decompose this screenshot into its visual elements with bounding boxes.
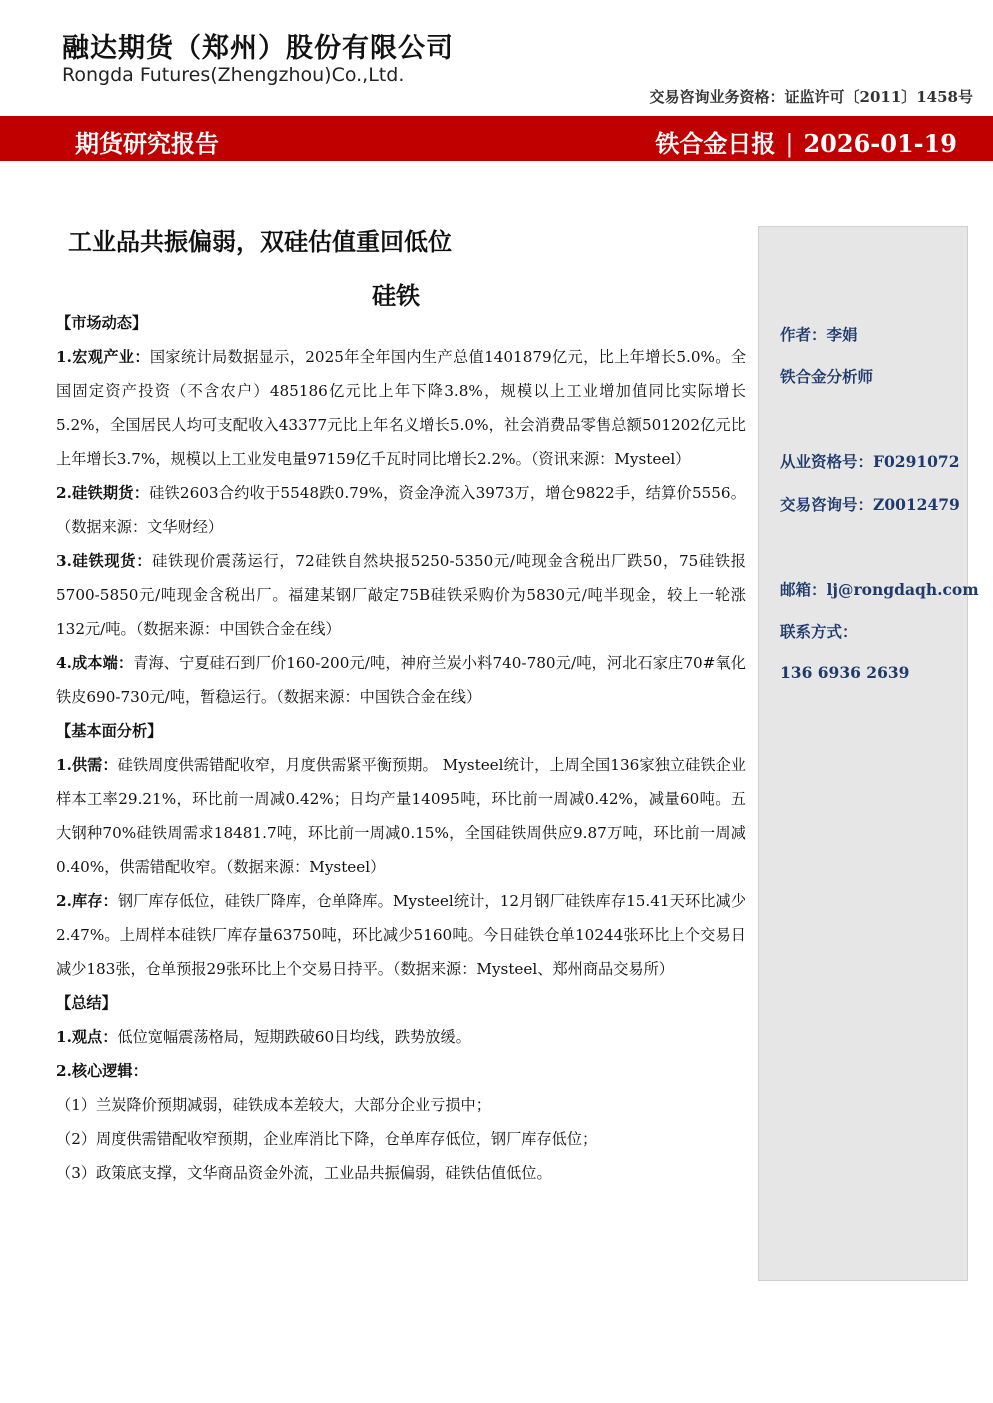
paragraph-label: 2.硅铁期货： (56, 484, 150, 502)
contact-phone: 136 6936 2639 (780, 663, 910, 682)
report-date: 2026-01-19 (803, 129, 957, 158)
company-name-en: Rongda Futures(Zhengzhou)Co.,Ltd. (62, 64, 405, 86)
paragraph-label: 1.宏观产业： (56, 348, 150, 366)
paragraph-label: 4.成本端： (56, 654, 134, 672)
report-category: 期货研究报告 (75, 129, 219, 158)
email-link[interactable]: 邮箱：lj@rongdaqh.com (780, 580, 979, 599)
paragraph-text: 低位宽幅震荡格局，短期跌破60日均线，跌势放缓。 (117, 1028, 471, 1046)
consult-number: 交易咨询号：Z0012479 (780, 495, 960, 514)
logic-item: （3）政策底支撑，文华商品资金外流，工业品共振偏弱，硅铁估值低位。 (56, 1164, 552, 1182)
paragraph-spot (56, 544, 746, 646)
paragraph-label: 1.观点： (56, 1028, 118, 1046)
paragraph-label: 2.库存： (56, 892, 118, 910)
paragraph-label: 1.供需： (56, 756, 118, 774)
paragraph-macro (56, 340, 746, 476)
section-title-fundamental: 【基本面分析】 (56, 722, 163, 740)
author-sidebar (758, 226, 979, 1281)
paragraph-label: 3.硅铁现货： (56, 552, 153, 570)
subject-title: 硅铁 (372, 281, 420, 310)
logic-item: （2）周度供需错配收窄预期，企业库消比下降，仓单库存低位，钢厂库存低位； (56, 1130, 598, 1148)
headline: 工业品共振偏弱，双硅估值重回低位 (68, 227, 452, 256)
report-name: 铁合金日报 (655, 129, 776, 158)
paragraph-text: 青海、宁夏硅石到厂价160-200元/吨，神府兰炭小料740-780元/吨，河北石家庄70#氧化铁皮690-730元/吨，暂稳运行。（数据来源：中国铁合金在线） (56, 654, 746, 706)
logic-item: （1）兰炭降价预期减弱，硅铁成本差较大，大部分企业亏损中； (56, 1096, 491, 1114)
header-banner (0, 116, 993, 161)
paragraph-futures (56, 476, 746, 544)
author-name: 作者：李娟 (780, 325, 858, 344)
paragraph-supply-demand (56, 748, 746, 884)
paragraph-view (56, 1020, 746, 1054)
paragraph-text: 硅铁周度供需错配收窄，月度供需紧平衡预期。 Mysteel统计，上周全国136家独立硅铁企业样本工率29.21%，环比前一周减0.42%；日均产量14095吨，环比前一周减0.42%，减量60吨。五大钢种70%硅铁周需求18481.7吨，环比前一周减0.15%，全国硅铁周供应9.87万吨，环比前一周减0.40%，供需错配收窄。（数据来源：Mysteel） (56, 756, 746, 876)
author-role: 铁合金分析师 (780, 367, 874, 386)
paragraph-cost (56, 646, 746, 714)
qualification-number: 从业资格号：F0291072 (780, 452, 960, 471)
section-title-summary: 【总结】 (56, 994, 117, 1012)
paragraph-text: 钢厂库存低位，硅铁厂降库，仓单降库。Mysteel统计，12月钢厂硅铁库存15.41天环比减少2.47%。上周样本硅铁厂库存量63750吨，环比减少5160吨。今日硅铁仓单10244张环比上个交易日减少183张，仓单预报29张环比上个交易日持平。（数据来源：Mysteel、郑州商品交易所） (56, 892, 747, 978)
report-title-date (655, 124, 957, 159)
section-title-market: 【市场动态】 (56, 314, 148, 332)
paragraph-inventory (56, 884, 746, 986)
company-name-cn: 融达期货（郑州）股份有限公司 (62, 33, 454, 64)
banner-separator: | (785, 130, 794, 158)
paragraph-text: 国家统计局数据显示，2025年全年国内生产总值1401879亿元，比上年增长5.0%。全国固定资产投资（不含农户）485186亿元比上年下降3.8%，规模以上工业增加值同比实际增长5.2%，全国居民人均可支配收入43377元比上年名义增长5.0%，社会消费品零售总额501202亿元比上年增长3.7%，规模以上工业发电量97159亿千瓦时同比增长2.2%。（资讯来源：Mysteel） (56, 348, 747, 468)
contact-label: 联系方式： (780, 622, 858, 641)
report-content (56, 306, 746, 1190)
paragraph-text: 硅铁2603合约收于5548跌0.79%，资金净流入3973万，增仓9822手，结算价5556。（数据来源：文华财经） (56, 484, 746, 536)
license-info: 交易咨询业务资格：证监许可〔2011〕1458号 (649, 88, 973, 106)
paragraph-text: 硅铁现价震荡运行，72硅铁自然块报5250-5350元/吨现金含税出厂跌50，75硅铁报5700-5850元/吨现金含税出厂。福建某钢厂敲定75B硅铁采购价为5830元/吨半现金，较上一轮涨132元/吨。（数据来源：中国铁合金在线） (56, 552, 746, 638)
paragraph-logic-label: 2.核心逻辑： (56, 1062, 148, 1080)
